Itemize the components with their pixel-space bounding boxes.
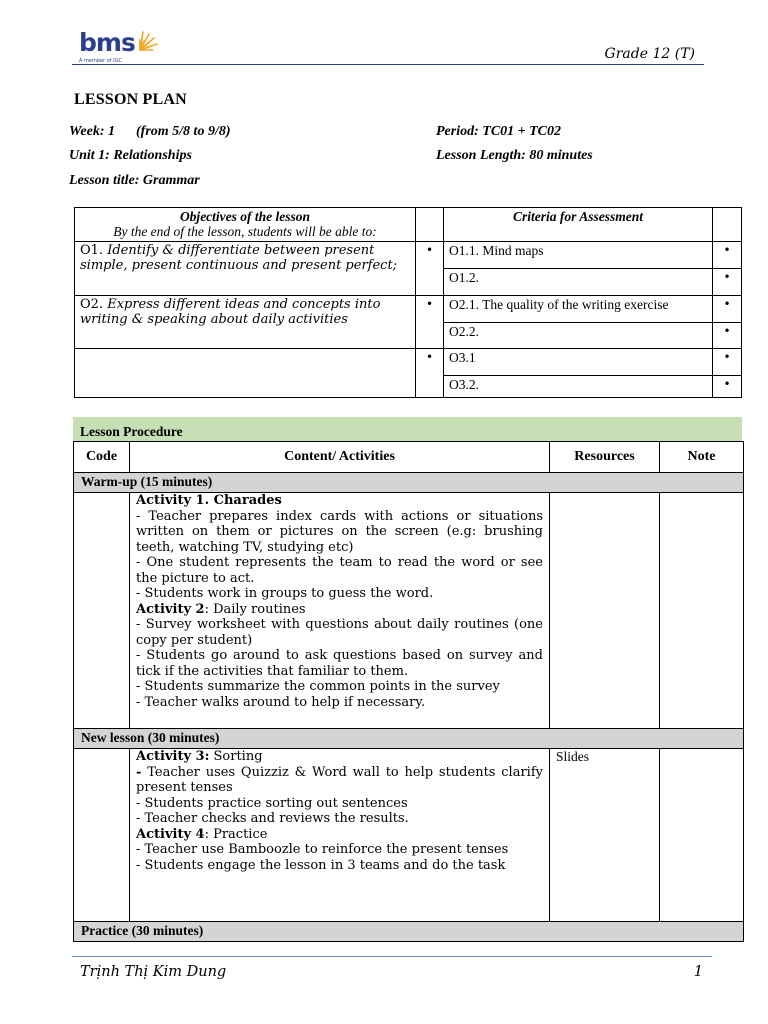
activity-2-line: - Students summarize the common points in the survey	[136, 679, 500, 694]
section-row-practice	[74, 922, 744, 942]
criteria-o2-1: O2.1. The quality of the writing exercise	[444, 296, 713, 323]
criteria-o1-1: O1.1. Mind maps	[444, 242, 713, 269]
objective-o1-text: Identify & differentiate between present simple, present continuous and present perfect;	[80, 243, 398, 273]
objective-o2-text: Express different ideas and concepts into writing & speaking about daily activities	[80, 297, 381, 327]
new-lesson-activities	[130, 749, 550, 922]
criteria-o1-1-bullet: •	[713, 242, 742, 269]
unit-label: Unit 1: Relationships	[69, 148, 192, 163]
warmup-resources-cell	[550, 493, 660, 729]
activity-4-line: - Students engage the lesson in 3 teams and do the task	[136, 857, 506, 873]
warmup-row	[74, 493, 744, 729]
warmup-activities	[130, 493, 550, 729]
column-header-content: Content/ Activities	[130, 442, 550, 473]
page-number: 1	[693, 964, 703, 980]
new-lesson-note-cell	[660, 749, 744, 922]
activity-3-line: Teacher uses Quizziz & Word wall to help students clarify present tenses	[136, 764, 543, 795]
lesson-procedure-band	[73, 417, 742, 441]
header-divider	[72, 64, 704, 65]
new-lesson-resources: Slides	[550, 749, 660, 922]
warmup-note-cell	[660, 493, 744, 729]
activity-3-title: Activity 3:	[136, 749, 210, 764]
criteria-o1-2: O1.2.	[444, 269, 713, 296]
section-new-lesson-label: New lesson (30 minutes)	[74, 729, 744, 749]
new-lesson-code-cell	[74, 749, 130, 922]
objectives-heading: Objectives of the lesson	[179, 209, 311, 224]
criteria-o2-1-bullet: •	[713, 296, 742, 323]
bms-logo	[79, 28, 169, 66]
activity-1-line: - Teacher prepares index cards with actions or situations written on them or pictures on the screen (e.g: brushing teeth, watching TV, studying etc)	[136, 508, 543, 555]
activity-1-line: - Students work in groups to guess the word.	[136, 586, 434, 601]
page-title: LESSON PLAN	[74, 91, 187, 108]
section-row-warmup	[74, 473, 744, 493]
activity-2-line: - Teacher walks around to help if necessary.	[136, 694, 426, 710]
objectives-subheading: By the end of the lesson, students will be able to:	[113, 224, 377, 239]
grade-label: Grade 12 (T)	[604, 46, 695, 62]
logo-wordmark: bms	[79, 28, 135, 57]
column-header-note: Note	[660, 442, 744, 473]
section-warmup-label: Warm-up (15 minutes)	[74, 473, 744, 493]
activity-4-subtitle: : Practice	[204, 826, 268, 842]
activity-3-line: - Students practice sorting out sentences	[136, 795, 408, 811]
activity-1-line: - One student represents the team to read the word or see the picture to act.	[136, 555, 543, 586]
activity-3-dash: -	[136, 764, 142, 780]
activity-2-line: - Survey worksheet with questions about daily routines (one copy per student)	[136, 617, 543, 648]
procedure-header-row	[74, 442, 744, 473]
activity-2-line: - Students go around to ask questions based on survey and tick if the activities that familiar to them.	[136, 648, 543, 679]
column-header-code: Code	[74, 442, 130, 473]
objective-o3	[75, 349, 416, 398]
lesson-title-label: Lesson title: Grammar	[69, 173, 200, 188]
footer-author: Trịnh Thị Kim Dung	[80, 964, 227, 980]
column-header-resources: Resources	[550, 442, 660, 473]
criteria-o3-1: O3.1	[444, 349, 713, 376]
activity-4-line: - Teacher use Bamboozle to reinforce the present tenses	[136, 842, 509, 857]
warmup-code-cell	[74, 493, 130, 729]
objectives-table	[74, 207, 742, 398]
sun-logo-icon	[134, 28, 162, 54]
criteria-o1-2-bullet: •	[713, 269, 742, 296]
lesson-procedure-title: Lesson Procedure	[80, 424, 183, 439]
activity-2-subtitle: : Daily routines	[204, 601, 306, 617]
lesson-length-label: Lesson Length: 80 minutes	[436, 148, 593, 163]
activity-1-title: Activity 1. Charades	[136, 493, 282, 508]
criteria-o2-2-bullet: •	[713, 323, 742, 349]
activity-2-title: Activity 2	[136, 601, 205, 617]
section-row-new-lesson	[74, 729, 744, 749]
period-label: Period: TC01 + TC02	[436, 124, 562, 139]
activity-3-line: - Teacher checks and reviews the results.	[136, 811, 409, 826]
objectives-bullet-header	[416, 208, 444, 242]
objective-o1	[75, 242, 416, 296]
week-label: Week: 1 (from 5/8 to 9/8)	[69, 124, 231, 139]
criteria-bullet-header	[713, 208, 742, 242]
criteria-o3-2: O3.2.	[444, 376, 713, 398]
criteria-o2-2: O2.2.	[444, 323, 713, 349]
objective-o1-code: O1.	[80, 243, 108, 258]
footer-divider	[72, 956, 712, 957]
new-lesson-row	[74, 749, 744, 922]
lesson-procedure-table	[73, 441, 744, 942]
activity-4-title: Activity 4	[136, 826, 205, 842]
activity-3-subtitle: Sorting	[209, 749, 263, 764]
objectives-heading-cell	[75, 208, 416, 242]
objective-o2-bullet: •	[416, 296, 444, 349]
objective-o1-bullet: •	[416, 242, 444, 296]
section-practice-label: Practice (30 minutes)	[74, 922, 744, 942]
objective-o3-bullet: •	[416, 349, 444, 398]
objective-o2	[75, 296, 416, 349]
criteria-o3-2-bullet: •	[713, 376, 742, 398]
logo-tagline: A member of IGC	[79, 58, 122, 64]
objective-o2-code: O2.	[80, 297, 108, 312]
criteria-o3-1-bullet: •	[713, 349, 742, 376]
criteria-heading: Criteria for Assessment	[444, 208, 713, 242]
